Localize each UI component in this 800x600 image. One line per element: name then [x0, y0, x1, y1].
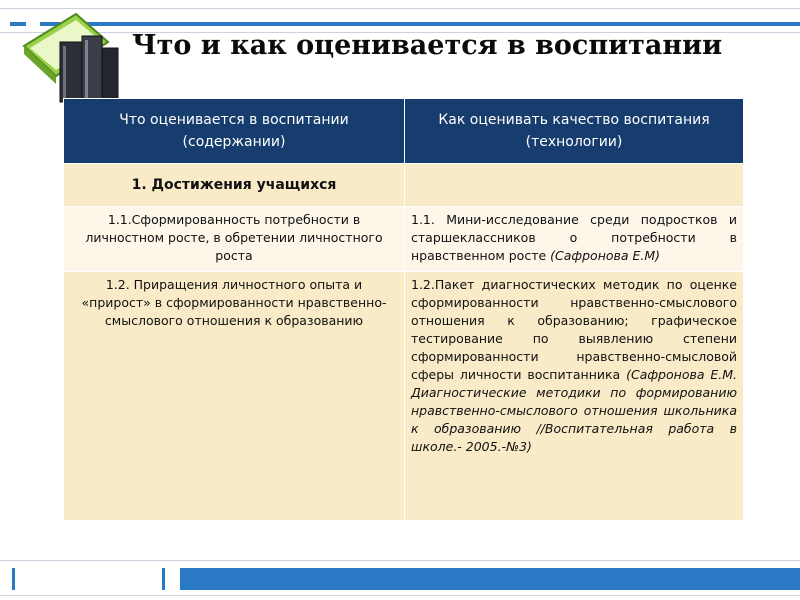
row-2-how-cell	[405, 272, 744, 521]
bottom-divider-line-2	[0, 595, 800, 596]
section-label: 1. Достижения учащихся	[64, 164, 405, 207]
section-empty-cell	[405, 164, 744, 207]
table-row	[64, 272, 744, 521]
evaluation-table	[63, 98, 744, 521]
section-row	[64, 164, 744, 207]
row-1-how-text: 1.1. Мини-исследование среди подростков и старшеклассников о потребности в нравственном росте	[411, 212, 737, 263]
header-cell-what: Что оценивается в воспитании (содержании)	[64, 99, 405, 164]
row-1-citation: (Сафронова Е.М)	[550, 248, 661, 263]
bottom-accent-tick-2	[162, 568, 165, 590]
table-header-row	[64, 99, 744, 164]
top-accent-bar	[40, 22, 800, 26]
bottom-accent-bar	[180, 568, 800, 590]
table-row	[64, 207, 744, 272]
slide-title: Что и как оценивается в воспитании	[132, 30, 723, 61]
bottom-divider-line	[0, 560, 800, 561]
row-2-how-text: 1.2.Пакет диагностических методик по оценке сформированности нравственно-смыслового отношения к образованию; графическое тестирование по выявлению степени сформированности нравственно-смысловой сферы личности воспитанника	[411, 277, 737, 382]
header-cell-how: Как оценивать качество воспитания (технологии)	[405, 99, 744, 164]
row-1-how-cell	[405, 207, 744, 272]
bottom-accent-tick-1	[12, 568, 15, 590]
row-2-what-cell: 1.2. Приращения личностного опыта и «прирост» в сформированности нравственно-смыслового отношения к образованию	[64, 272, 405, 521]
books-icon	[16, 6, 126, 106]
row-2-citation: (Сафронова Е.М. Диагностические методики по формированию нравственно-смыслового отношения школьника к образованию //Воспитательная работа в школе.- 2005.-№3)	[411, 367, 737, 454]
row-1-what-cell: 1.1.Сформированность потребности в личностном росте, в обретении личностного роста	[64, 207, 405, 272]
